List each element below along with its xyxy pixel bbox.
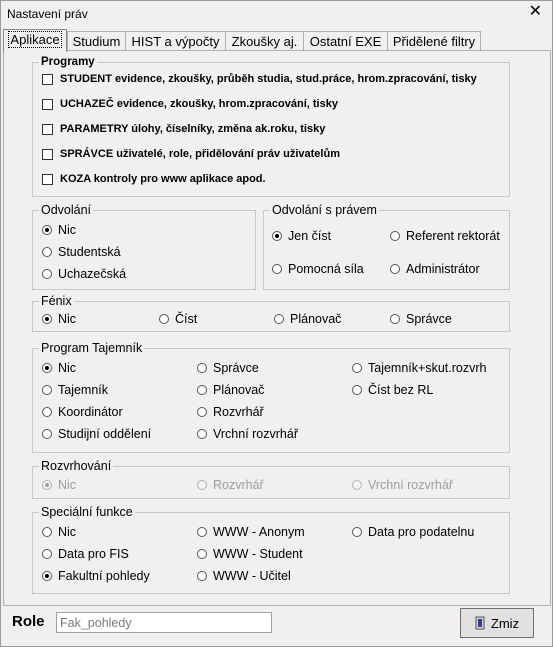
radio-dot[interactable] [42, 527, 52, 537]
radio-label: Data pro FIS [58, 547, 129, 561]
group-fenix [32, 294, 510, 332]
radio-rozvrhovani-rozvrhar [197, 478, 264, 492]
radio-label: Pomocná síla [288, 262, 364, 276]
checkbox-label: UCHAZEČ evidence, zkoušky, hrom.zpracování, tisky [60, 98, 338, 110]
tab-panel [3, 50, 551, 606]
radio-dot[interactable] [197, 527, 207, 537]
radio-dot[interactable] [42, 247, 52, 257]
radio-label: Číst [175, 312, 198, 326]
zmiz-button-label: Zmiz [490, 615, 520, 631]
radio-label: Vrchní rozvrhář [368, 478, 453, 492]
group-tajemnik-label: Program Tajemník [41, 341, 143, 355]
radio-fakultni-pohledy[interactable] [42, 569, 150, 583]
bottom-bar [1, 605, 552, 646]
radio-rozvrhovani-nic [42, 478, 76, 492]
radio-label: Nic [58, 312, 77, 326]
radio-dot[interactable] [197, 571, 207, 581]
radio-tajemnik-rozvrhar[interactable] [197, 405, 264, 419]
radio-label: WWW - Student [213, 547, 303, 561]
checkbox-box[interactable] [42, 149, 53, 160]
radio-label: Uchazečská [58, 267, 127, 281]
radio-tajemnik-tajemnik[interactable] [42, 383, 108, 397]
group-programy [32, 56, 510, 197]
radio-data-pro-podatelnu[interactable] [352, 525, 474, 539]
radio-odvolani-studentska[interactable] [42, 245, 121, 259]
radio-fenix-nic[interactable] [42, 312, 76, 326]
radio-label: Fakultní pohledy [58, 569, 150, 583]
checkbox-spravce[interactable] [42, 148, 340, 160]
radio-jen-cist[interactable] [272, 229, 331, 243]
radio-tajemnik-koordinator[interactable] [42, 405, 123, 419]
radio-administrator[interactable] [390, 262, 480, 276]
radio-pomocna-sila[interactable] [272, 262, 364, 276]
radio-dot[interactable] [42, 314, 52, 324]
window-title: Nastavení práv [7, 7, 88, 21]
close-icon[interactable]: ✕ [528, 3, 542, 20]
radio-tajemnik-nic[interactable] [42, 361, 76, 375]
checkbox-parametry[interactable] [42, 123, 325, 135]
tab-pridelene-filtry[interactable]: Přidělené filtry [387, 31, 481, 51]
radio-dot[interactable] [197, 549, 207, 559]
group-rozvrhovani [32, 459, 510, 499]
radio-dot[interactable] [272, 231, 282, 241]
checkbox-uchazec[interactable] [42, 98, 338, 110]
radio-label: Referent rektorát [406, 229, 500, 243]
radio-label: Koordinátor [58, 405, 123, 419]
radio-dot[interactable] [197, 363, 207, 373]
tab-zkousky[interactable]: Zkoušky aj. [225, 31, 304, 51]
radio-label: Rozvrhář [213, 405, 264, 419]
radio-fenix-spravce[interactable] [390, 312, 452, 326]
radio-dot[interactable] [197, 429, 207, 439]
radio-label: Číst bez RL [368, 383, 434, 397]
radio-dot[interactable] [390, 264, 400, 274]
radio-label: Nic [58, 478, 77, 492]
radio-label: Plánovač [213, 383, 265, 397]
radio-dot[interactable] [352, 363, 362, 373]
group-rozvrhovani-label: Rozvrhování [41, 459, 112, 473]
radio-tajemnik-cist-bez-rl[interactable] [352, 383, 433, 397]
radio-label: Nic [58, 361, 77, 375]
radio-label: WWW - Anonym [213, 525, 305, 539]
radio-referent-rektorat[interactable] [390, 229, 500, 243]
radio-tajemnik-planovac[interactable] [197, 383, 264, 397]
group-odvolani-pravem-label: Odvolání s právem [272, 203, 377, 217]
checkbox-koza[interactable] [42, 173, 266, 185]
zmiz-button[interactable] [460, 608, 534, 638]
radio-tajemnik-skut-rozvrh[interactable] [352, 361, 486, 375]
radio-rozvrhovani-vrchni [352, 478, 453, 492]
radio-label: Plánovač [290, 312, 342, 326]
radio-dot[interactable] [352, 385, 362, 395]
radio-dot[interactable] [352, 527, 362, 537]
radio-dot [42, 480, 52, 490]
radio-dot[interactable] [197, 407, 207, 417]
role-label: Role [12, 613, 45, 630]
radio-dot[interactable] [390, 231, 400, 241]
radio-www-ucitel[interactable] [197, 569, 291, 583]
role-input[interactable]: Fak_pohledy [56, 612, 272, 633]
radio-dot[interactable] [42, 429, 52, 439]
radio-www-anonym[interactable] [197, 525, 305, 539]
radio-dot[interactable] [42, 269, 52, 279]
radio-specialni-nic[interactable] [42, 525, 76, 539]
group-odvolani-label: Odvolání [41, 203, 92, 217]
group-odvolani-pravem [263, 203, 510, 290]
radio-tajemnik-vrchni-rozvrhar[interactable] [197, 427, 298, 441]
checkbox-box[interactable] [42, 99, 53, 110]
radio-label: Studijní oddělení [58, 427, 152, 441]
checkbox-student[interactable] [42, 73, 477, 85]
radio-dot[interactable] [274, 314, 284, 324]
group-programy-label: Programy [41, 56, 95, 68]
radio-dot[interactable] [159, 314, 169, 324]
radio-label: WWW - Učitel [213, 569, 291, 583]
radio-label: Vrchní rozvrhář [213, 427, 298, 441]
radio-data-pro-fis[interactable] [42, 547, 129, 561]
checkbox-label: KOZA kontroly pro www aplikace apod. [60, 173, 266, 185]
radio-odvolani-nic[interactable] [42, 223, 76, 237]
checkbox-box[interactable] [42, 174, 53, 185]
checkbox-label: SPRÁVCE uživatelé, role, přidělování práv uživatelům [60, 148, 340, 160]
radio-odvolani-uchazecska[interactable] [42, 267, 126, 281]
group-specialni [32, 505, 510, 594]
checkbox-box[interactable] [42, 124, 53, 135]
checkbox-box[interactable] [42, 74, 53, 85]
tab-aplikace[interactable] [3, 29, 67, 52]
radio-tajemnik-spravce[interactable] [197, 361, 259, 375]
radio-label: Nic [58, 525, 77, 539]
radio-dot[interactable] [42, 407, 52, 417]
radio-dot[interactable] [42, 363, 52, 373]
radio-dot[interactable] [42, 571, 52, 581]
radio-label: Správce [213, 361, 259, 375]
radio-dot [197, 480, 207, 490]
radio-label: Nic [58, 223, 77, 237]
radio-dot[interactable] [390, 314, 400, 324]
checkbox-label: PARAMETRY úlohy, číselníky, změna ak.roku, tisky [60, 123, 326, 135]
radio-label: Tajemník+skut.rozvrh [368, 361, 487, 375]
radio-dot[interactable] [272, 264, 282, 274]
radio-label: Studentská [58, 245, 121, 259]
radio-label: Jen číst [288, 229, 332, 243]
radio-fenix-planovac[interactable] [274, 312, 341, 326]
radio-label: Data pro podatelnu [368, 525, 475, 539]
tab-aplikace-label: Aplikace [10, 32, 60, 47]
radio-fenix-cist[interactable] [159, 312, 197, 326]
exit-door-icon [475, 616, 485, 630]
radio-dot [352, 480, 362, 490]
group-fenix-label: Fénix [41, 294, 72, 308]
checkbox-label: STUDENT evidence, zkoušky, průběh studia, stud.práce, hrom.zpracování, tisky [60, 73, 477, 85]
group-specialni-label: Speciální funkce [41, 505, 133, 519]
radio-label: Tajemník [58, 383, 109, 397]
tab-studium[interactable]: Studium [67, 31, 126, 51]
radio-dot[interactable] [42, 549, 52, 559]
radio-dot[interactable] [42, 385, 52, 395]
radio-label: Administrátor [406, 262, 480, 276]
tab-hist[interactable]: HIST a výpočty [125, 31, 226, 51]
group-odvolani [32, 203, 256, 290]
tab-ostatni-exe[interactable]: Ostatní EXE [303, 31, 388, 51]
radio-label: Rozvrhář [213, 478, 264, 492]
radio-tajemnik-studijni[interactable] [42, 427, 151, 441]
radio-dot[interactable] [42, 225, 52, 235]
radio-label: Správce [406, 312, 452, 326]
group-tajemnik [32, 341, 510, 453]
radio-dot[interactable] [197, 385, 207, 395]
radio-www-student[interactable] [197, 547, 303, 561]
